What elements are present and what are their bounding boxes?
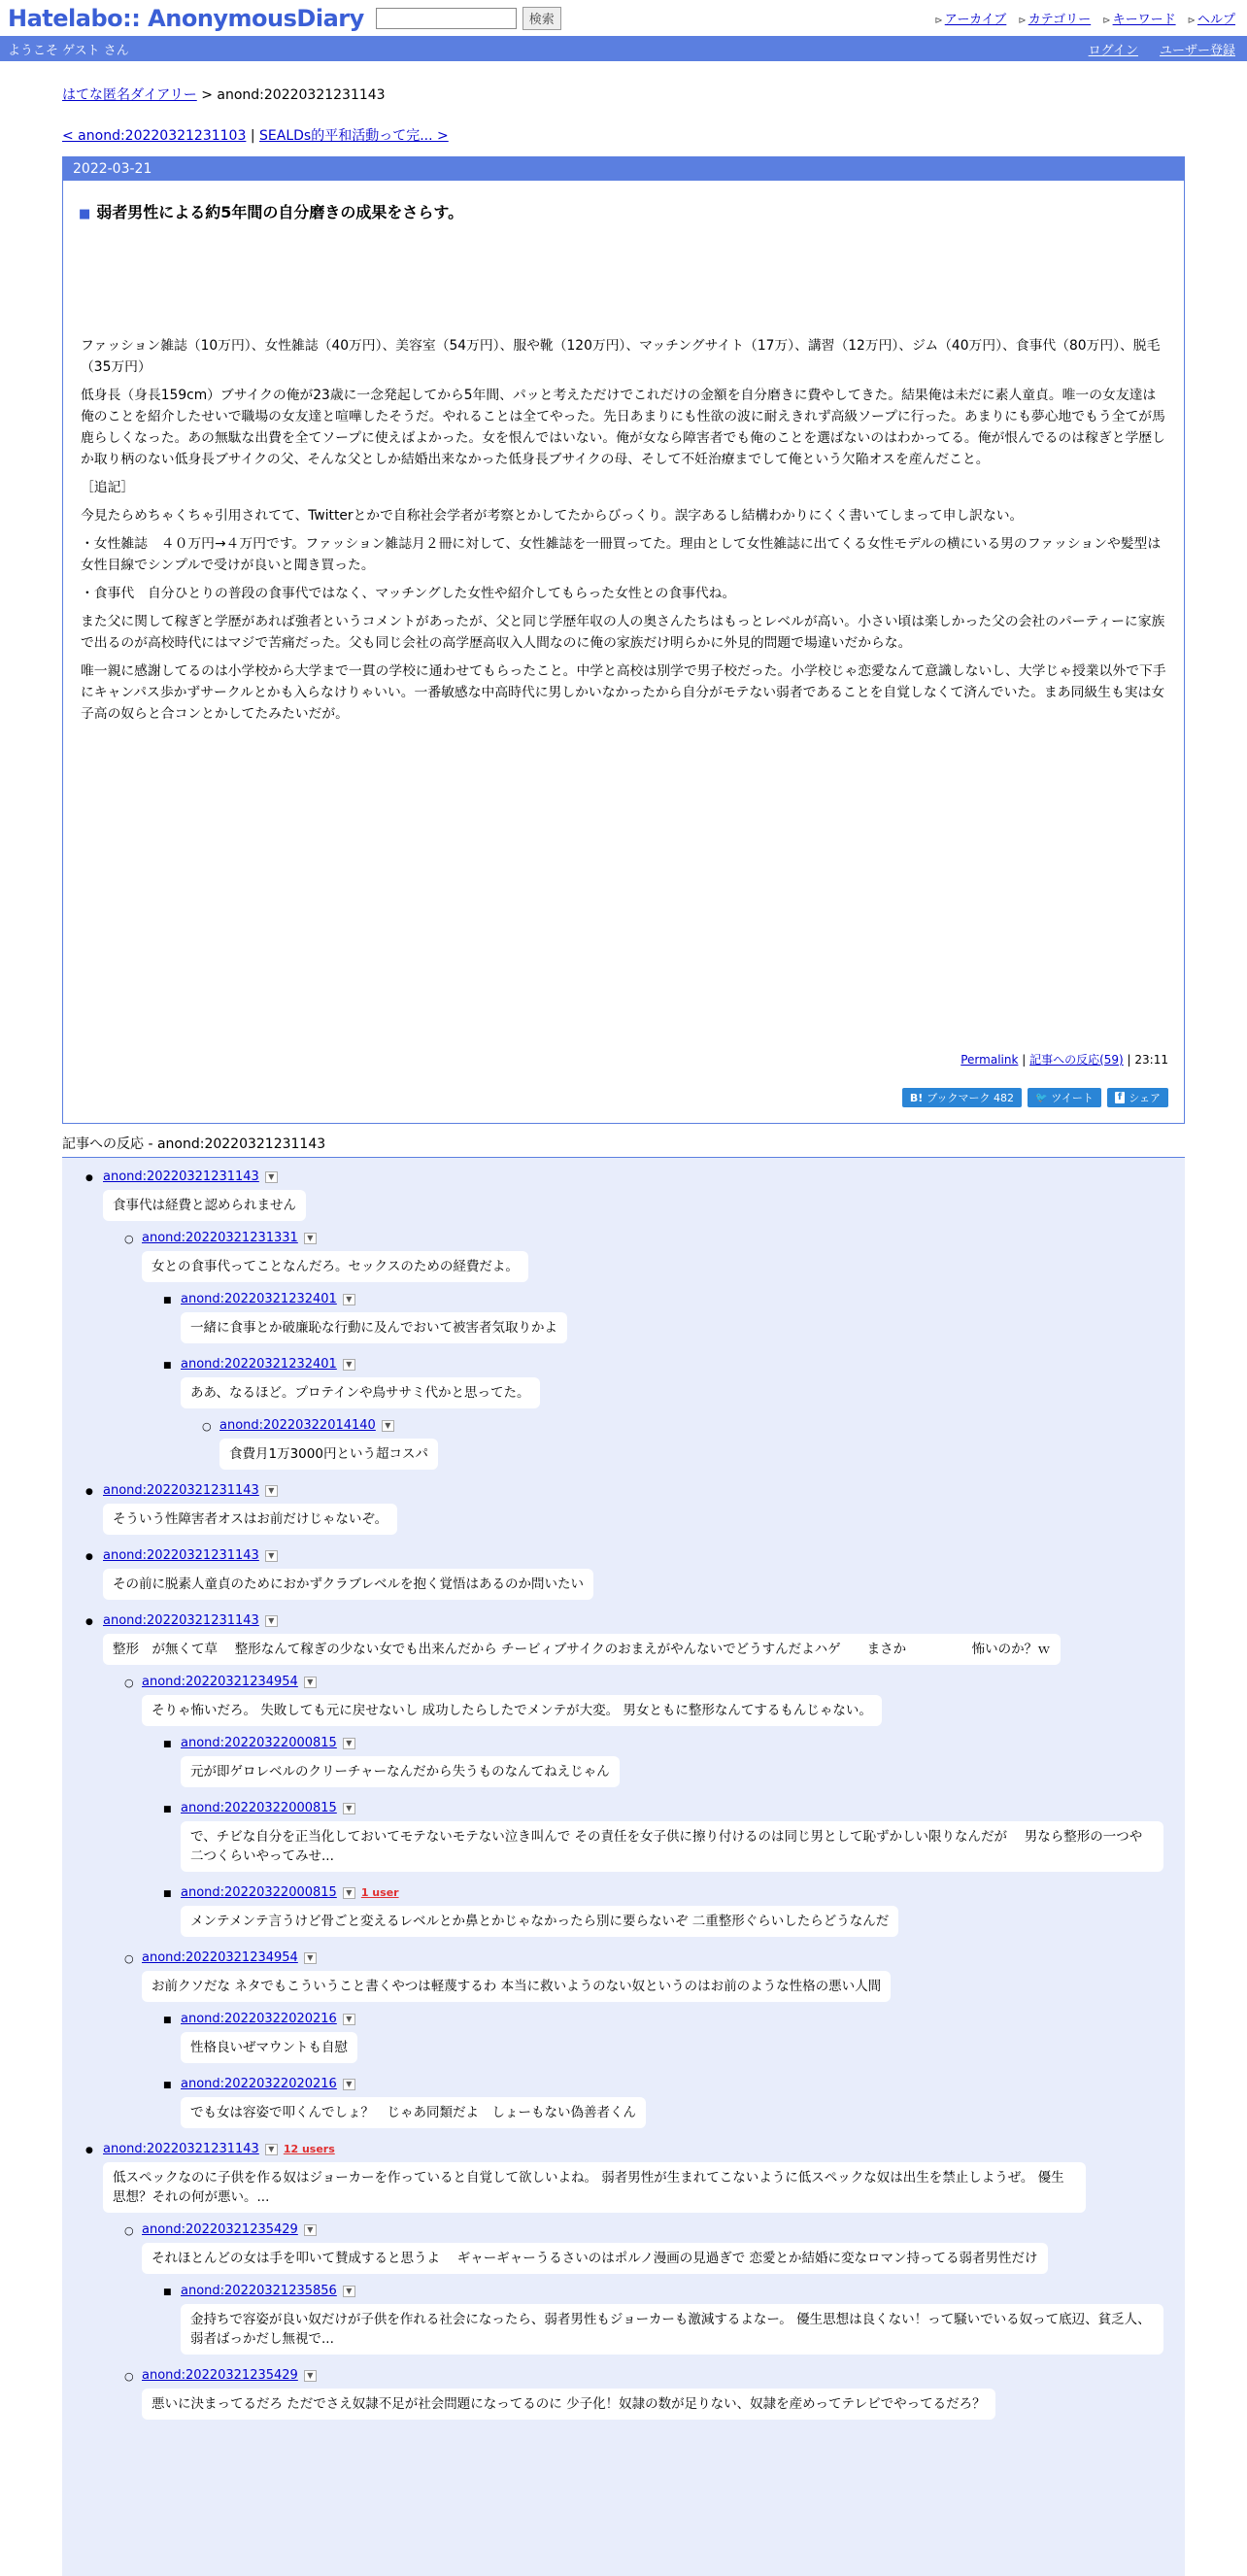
pager-sep: | [246, 128, 260, 144]
reaction-text: それほとんどの女は手を叩いて賛成すると思うよ ギャーギャーうるさいのはポルノ漫画の見過ぎで 恋愛とか結婚に変なロマン持ってる弱者男性だけ [142, 2243, 1048, 2274]
login-link[interactable]: ログイン [1088, 43, 1138, 58]
register-link[interactable]: ユーザー登録 [1159, 43, 1235, 58]
chevron-down-icon[interactable]: ▼ [343, 2014, 355, 2025]
reactions-heading: 記事への反応 - anond:20220321231143 [62, 1134, 1185, 1158]
footer-sep: | [1123, 1053, 1135, 1067]
reaction-text: 整形 が無くて草 整形なんて稼ぎの少ない女でも出来んだから チービィブサイクのおまえがやんないでどうすんだよハゲ まさか 怖いのか？ｗ [103, 1634, 1061, 1665]
bookmark-users-badge[interactable]: 1 user [360, 1886, 399, 1899]
reaction-id-link[interactable]: ● anond:20220321231143 [103, 1483, 259, 1498]
footer-sep: | [1018, 1053, 1030, 1067]
reaction-item [142, 1675, 1175, 1937]
twitter-bird-icon: 🐦 [1034, 1092, 1048, 1103]
chevron-down-icon[interactable]: ▼ [304, 1677, 317, 1688]
nav-keyword[interactable]: ⊳ キーワード [1102, 9, 1175, 27]
reaction-item [103, 1548, 1175, 1600]
reaction-id-link[interactable]: ■ anond:20220322000815 [181, 1885, 337, 1900]
bookmark-users-badge[interactable]: 12 users [283, 2143, 335, 2155]
reaction-text: 一緒に食事とか破廉恥な行動に及んでおいて被害者気取りかよ [181, 1312, 567, 1343]
reaction-id-link[interactable]: ○ anond:20220321235429 [142, 2222, 298, 2237]
chevron-down-icon[interactable]: ▼ [343, 1294, 355, 1305]
reaction-item [181, 1292, 1175, 1343]
next-entry-link[interactable]: SEALDs的平和活動って完... > [259, 128, 449, 144]
reaction-text: お前クソだな ネタでもこういうこと書くやつは軽蔑するわ 本当に救いようのない奴というのはお前のような性格の悪い人間 [142, 1971, 891, 2002]
reaction-item [103, 1613, 1175, 2128]
nav-category[interactable]: ⊳ カテゴリー [1018, 9, 1091, 27]
reaction-text: 悪いに決まってるだろ ただでさえ奴隷不足が社会問題になってるのに 少子化！奴隷の数が足りない、奴隷を産めってテレビでやってるだろ？ [142, 2389, 995, 2420]
chevron-down-icon[interactable]: ▼ [343, 2286, 355, 2297]
reaction-text: 食事代は経費と認められません [103, 1190, 306, 1221]
reaction-text: 食費月1万3000円という超コスパ [219, 1439, 438, 1470]
breadcrumb-sep: > [196, 87, 218, 103]
reaction-item [142, 1950, 1175, 2128]
welcome-text: ようこそ ゲスト さん [8, 43, 129, 58]
entry-paragraph: また父に関して稼ぎと学歴があれば強者というコメントがあったが、父と同じ学歴年収の人の奥さんたちはもっとレベルが高い。小さい頃は楽しかった父の会社のパーティーに家族で出るのが高校時代にはマジで苦痛だった。父も同じ会社の高学歴高収入人間なのに俺の家族だけ明らかに外見的問題で場違いだからな。 [81, 614, 1165, 651]
chevron-down-icon[interactable]: ▼ [343, 1803, 355, 1814]
chevron-down-icon[interactable]: ▼ [304, 1233, 317, 1244]
reaction-id-link[interactable]: ○ anond:20220321231331 [142, 1231, 298, 1245]
chevron-down-icon[interactable]: ▼ [304, 2370, 317, 2382]
tweet-button[interactable] [1028, 1088, 1101, 1107]
chevron-down-icon[interactable]: ▼ [343, 1887, 355, 1899]
chevron-down-icon[interactable]: ▼ [265, 1171, 278, 1183]
reaction-item [181, 2284, 1175, 2355]
breadcrumb-home[interactable]: はてな匿名ダイアリー [62, 87, 197, 103]
prev-entry-link[interactable]: < anond:20220321231103 [62, 128, 247, 144]
entry-paragraph: ファッション雑誌（10万円）、女性雑誌（40万円）、美容室（54万円）、服や靴（120万円）、マッチングサイト（17万）、講習（12万円）、ジム（40万円）、食事代（80万円）、脱毛（35万円） [81, 338, 1161, 375]
chevron-down-icon[interactable]: ▼ [343, 1738, 355, 1749]
reaction-item [219, 1418, 1175, 1470]
reaction-text: 金持ちで容姿が良い奴だけが子供を作れる社会になったら、弱者男性もジョーカーも激減するよなー。 優生思想は良くない！って騒いでいる奴って底辺、貧乏人、弱者ばっかだし無視で... [181, 2304, 1163, 2355]
reaction-item [142, 1231, 1175, 1470]
entry-box [62, 156, 1185, 1124]
breadcrumb [62, 85, 1185, 104]
search-input[interactable] [376, 8, 517, 29]
reaction-item [181, 2012, 1175, 2063]
hatena-bookmark-icon: B! [909, 1091, 924, 1104]
hatena-bookmark-label: ブックマーク 482 [927, 1092, 1014, 1104]
hatena-bookmark-button[interactable] [902, 1088, 1022, 1107]
chevron-down-icon[interactable]: ▼ [265, 1485, 278, 1497]
reaction-id-link[interactable]: ■ anond:20220322000815 [181, 1801, 337, 1815]
reactions-link[interactable]: 記事への反応(59) [1029, 1053, 1124, 1067]
reaction-id-link[interactable]: ● anond:20220321231143 [103, 1169, 259, 1184]
reaction-id-link[interactable]: ○ anond:20220322014140 [219, 1418, 376, 1433]
reaction-id-link[interactable]: ■ anond:20220321235856 [181, 2284, 337, 2298]
reaction-item [142, 2222, 1175, 2355]
nav-help[interactable]: ⊳ ヘルプ [1188, 9, 1235, 27]
entry-footer [961, 1051, 1168, 1068]
entry-paragraph: 唯一親に感謝してるのは小学校から大学まで一貫の学校に通わせてもらったこと。中学と高校は別学で男子校だった。小学校じゃ恋愛なんて意識しないし、大学じゃ授業以外で下手にキャンパス歩かずサークルとかも入らなけりゃいい。一番敏感な中高時代に男しかいなかったから自分がモテない弱者であることを自覚しなくて済んでいた。まあ同級生も実は女子高の奴らと合コンとかしてたみたいだが。 [81, 663, 1166, 722]
welcome-bar [0, 36, 1247, 61]
reaction-id-link[interactable]: ■ anond:20220322020216 [181, 2077, 337, 2091]
reaction-id-link[interactable]: ■ anond:20220322020216 [181, 2012, 337, 2026]
reaction-text: そういう性障害者オスはお前だけじゃないぞ。 [103, 1504, 397, 1535]
chevron-down-icon[interactable]: ▼ [265, 1615, 278, 1627]
tweet-label: ツイート [1051, 1092, 1094, 1104]
reaction-id-link[interactable]: ○ anond:20220321235429 [142, 2368, 298, 2383]
reaction-item [181, 1736, 1175, 1787]
reaction-id-link[interactable]: ■ anond:20220321232401 [181, 1357, 337, 1372]
permalink-link[interactable]: Permalink [961, 1053, 1019, 1067]
main-content [62, 85, 1185, 2576]
reaction-id-link[interactable]: ● anond:20220321231143 [103, 1548, 259, 1563]
reaction-item [142, 2368, 1175, 2420]
reaction-text: メンテメンテ言うけど骨ごと変えるレベルとか鼻とかじゃなかったら別に要らないぞ 二重整形ぐらいしたらどうなんだ [181, 1906, 898, 1937]
entry-permalink-square-icon[interactable]: ■ [79, 207, 91, 221]
facebook-share-button[interactable] [1107, 1088, 1168, 1107]
entry-paragraph: ・食事代 自分ひとりの普段の食事代ではなく、マッチングした女性や紹介してもらった女性との食事代ね。 [81, 586, 736, 601]
reaction-id-link[interactable]: ■ anond:20220322000815 [181, 1736, 337, 1750]
search-button[interactable]: 検索 [522, 7, 561, 30]
site-logo[interactable]: Hatelabo:: AnonymousDiary [8, 4, 364, 32]
reaction-text: でも女は容姿で叩くんでしょ？ じゃあ同類だよ しょーもない偽善者くん [181, 2097, 646, 2128]
chevron-down-icon[interactable]: ▼ [343, 2079, 355, 2090]
facebook-icon: f [1115, 1092, 1125, 1103]
reaction-item [181, 1885, 1175, 1937]
entry-paragraph: ［追記］ [81, 480, 135, 495]
reaction-id-link[interactable]: ● anond:20220321231143 [103, 2142, 259, 2156]
reaction-text: 低スペックなのに子供を作る奴はジョーカーを作っていると自覚して欲しいよね。 弱者男性が生まれてこないように低スペックな奴は出生を禁止しようぜ。 優生思想？それの何が悪い。... [103, 2162, 1086, 2213]
reaction-text: そりゃ怖いだろ。 失敗しても元に戻せないし 成功したらしたでメンテが大変。 男女ともに整形なんてするもんじゃない。 [142, 1695, 882, 1726]
facebook-share-label: シェア [1129, 1092, 1161, 1104]
chevron-down-icon[interactable]: ▼ [304, 1952, 317, 1964]
entry-paragraph: 低身長（身長159cm）ブサイクの俺が23歳に一念発起してから5年間、パッと考えただけでこれだけの金額を自分磨きに費やしてきた。結果俺は未だに素人童貞。唯一の女友達は俺のことを紹介したせいで職場の女友達と喧嘩したそうだ。やれることは全てやった。先日あまりにも性欲の波に耐えきれず高級ソープに行った。あまりにも夢心地でもう全てが馬鹿らしくなった。あの無駄な出費を全てソープに使えばよかった。女を恨んではいない。俺が女なら障害者でも俺のことを選ばないのはわかってる。俺が恨んでるのは稼ぎと学歴しか取り柄のない低身長ブサイクの父、そんな父としか結婚出来なかった低身長ブサイクの母、そして不妊治療までして俺という欠陥オスを産んだこと。 [81, 388, 1165, 467]
entry-title [79, 200, 1184, 222]
reaction-text: 性格良いぜマウントも自慰 [181, 2032, 357, 2063]
reaction-text: 女との食事代ってことなんだろ。セックスのための経費だよ。 [142, 1251, 528, 1282]
entry-title-text: 弱者男性による約5年間の自分磨きの成果をさらす。 [96, 203, 464, 221]
chevron-down-icon[interactable]: ▼ [265, 2144, 278, 2155]
reaction-item [103, 1483, 1175, 1535]
reaction-text: で、チビな自分を正当化しておいてモテないモテない泣き叫んで その責任を女子供に擦り付けるのは同じ男として恥ずかしい限りなんだが 男なら整形の一つや二つくらいやってみせ... [181, 1821, 1163, 1872]
reaction-text: ああ、なるほど。プロテインや鳥ササミ代かと思ってた。 [181, 1377, 540, 1408]
reaction-text: その前に脱素人童貞のためにおかずクラブレベルを抱く覚悟はあるのか問いたい [103, 1569, 593, 1600]
nav-archive[interactable]: ⊳ アーカイブ [934, 9, 1006, 27]
entry-paragraph: ・女性雑誌 ４０万円→４万円です。ファッション雑誌月２冊に対して、女性雑誌を一冊買ってた。理由として女性雑誌に出てくる女性モデルの横にいる男のファッションや髪型は女性目線でシンプルで受けが良いと聞き買った。 [81, 536, 1162, 573]
top-nav [934, 9, 1235, 27]
reaction-item [181, 1357, 1175, 1470]
reaction-id-link[interactable]: ● anond:20220321231143 [103, 1613, 259, 1628]
reaction-text: 元が即ゲロレベルのクリーチャーなんだから失うものなんてねえじゃん [181, 1756, 620, 1787]
pager [62, 125, 1185, 145]
reaction-id-link[interactable]: ○ anond:20220321234954 [142, 1675, 298, 1689]
breadcrumb-current: anond:20220321231143 [217, 87, 386, 103]
reaction-id-link[interactable]: ■ anond:20220321232401 [181, 1292, 337, 1306]
entry-time: 23:11 [1134, 1053, 1168, 1067]
entry-paragraph: 今見たらめちゃくちゃ引用されてて、Twitterとかで自称社会学者が考察とかしてたからびっくり。誤字あるし結構わかりにくく書いてしまって申し訳ない。 [81, 508, 1024, 524]
header [0, 0, 1247, 36]
reactions-tree [62, 1158, 1185, 2576]
chevron-down-icon[interactable]: ▼ [343, 1359, 355, 1371]
reaction-id-link[interactable]: ○ anond:20220321234954 [142, 1950, 298, 1965]
chevron-down-icon[interactable]: ▼ [382, 1420, 394, 1432]
reaction-item [103, 1169, 1175, 1470]
reaction-item [181, 2077, 1175, 2128]
chevron-down-icon[interactable]: ▼ [265, 1550, 278, 1562]
share-bar [902, 1088, 1168, 1107]
reaction-item [181, 1801, 1175, 1872]
entry-body [81, 335, 1166, 725]
reaction-item [103, 2142, 1175, 2420]
entry-date: 2022-03-21 [63, 157, 1184, 181]
chevron-down-icon[interactable]: ▼ [304, 2224, 317, 2236]
